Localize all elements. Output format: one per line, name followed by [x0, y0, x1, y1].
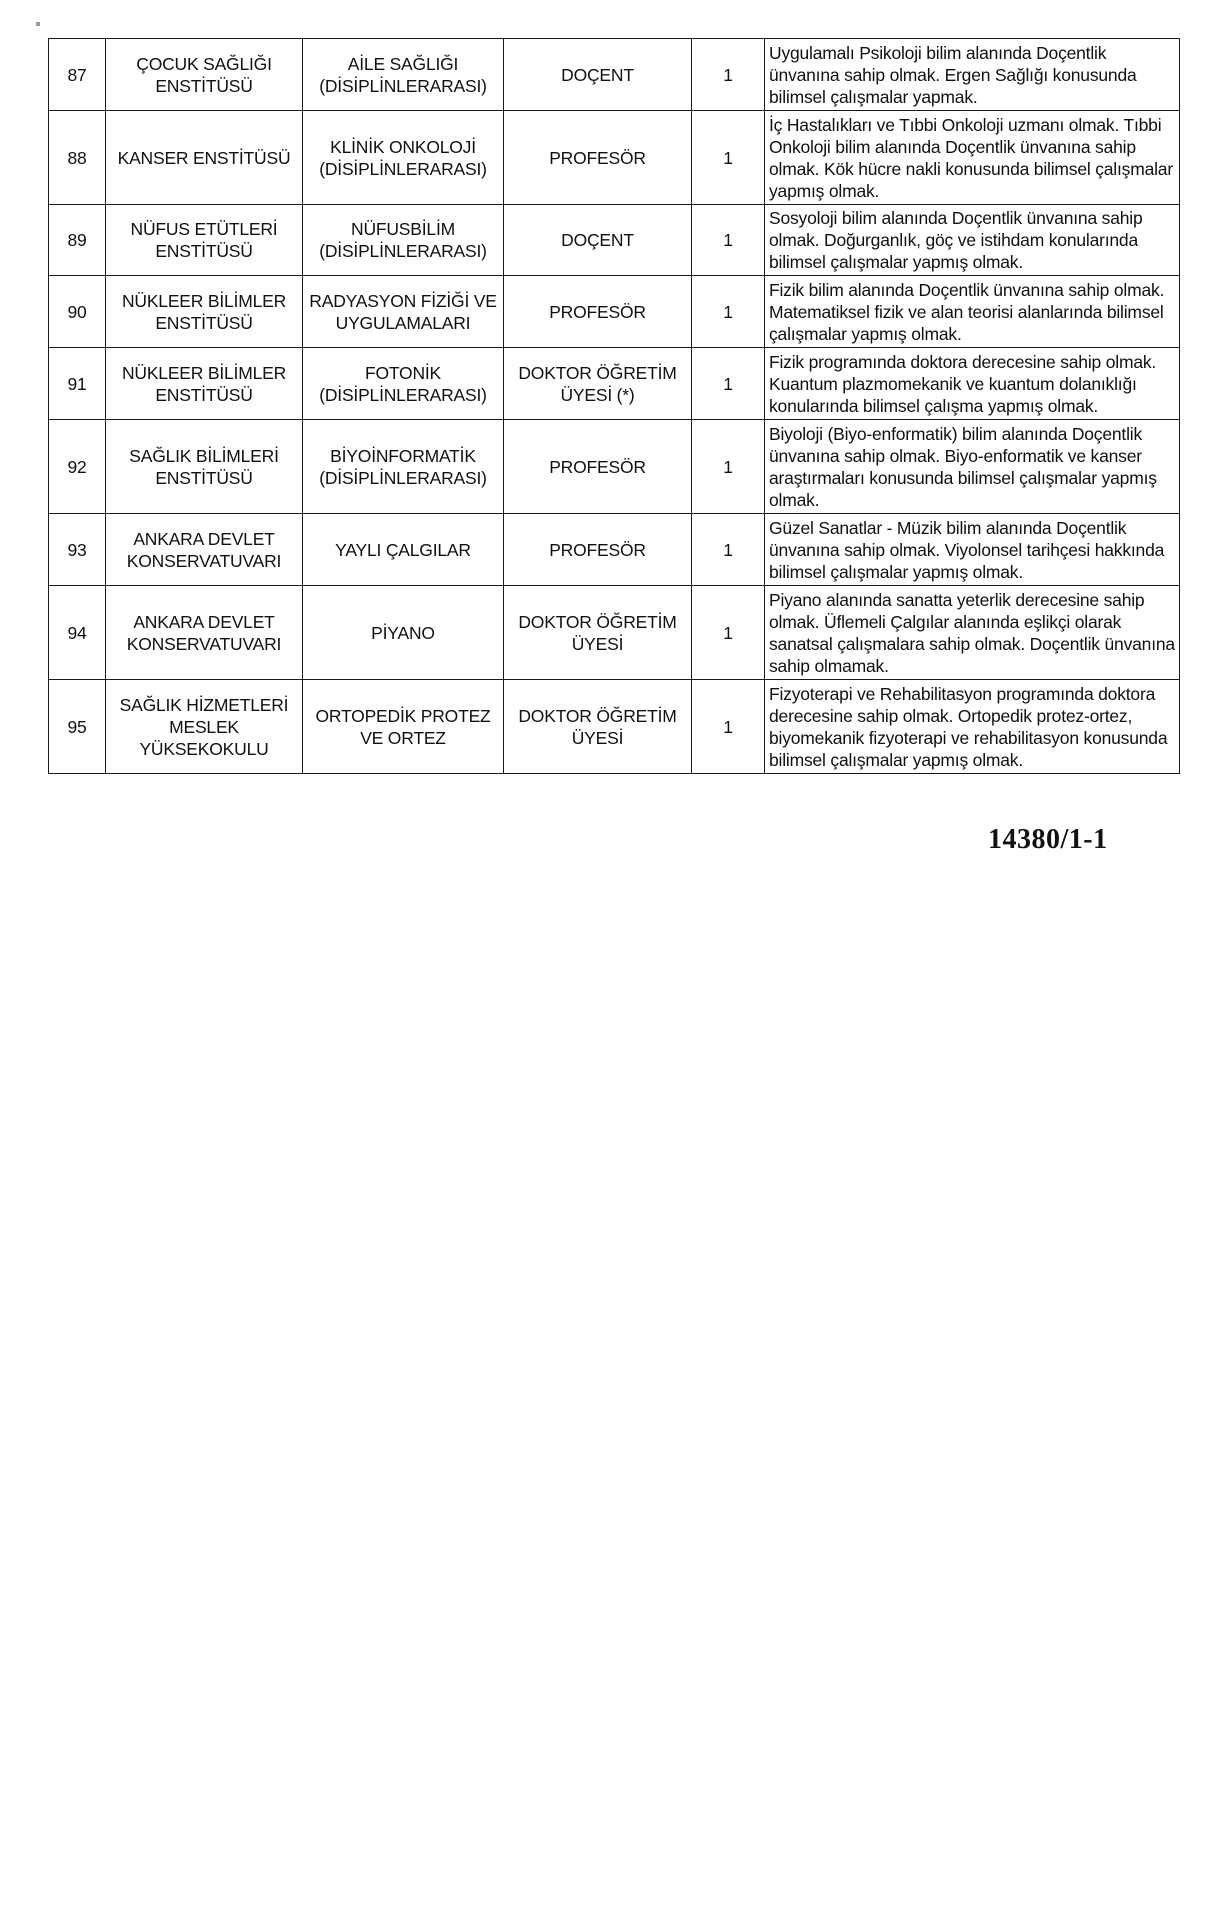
- department-cell: [303, 420, 504, 514]
- department-cell: [303, 514, 504, 586]
- academic-title-cell: [504, 348, 692, 420]
- requirements-cell: [765, 39, 1180, 111]
- academic-title-cell: [504, 276, 692, 348]
- requirements-cell-line: Fizik bilim alanında Doçentlik ünvanına sahip olmak.: [769, 279, 1165, 300]
- scan-artifact: [36, 22, 40, 26]
- department-cell-line: (DİSİPLİNLERARASI): [319, 467, 487, 488]
- requirements-cell-line: yapmış olmak.: [769, 180, 880, 201]
- department-cell-line: (DİSİPLİNLERARASI): [319, 75, 487, 96]
- institute-cell: [106, 205, 303, 276]
- requirements-cell: [765, 111, 1180, 205]
- requirements-cell-line: bilimsel çalışmalar yapmış olmak.: [769, 252, 1024, 272]
- academic-title-cell: [504, 205, 692, 276]
- institute-cell-line: ENSTİTÜSÜ: [155, 384, 253, 405]
- department-cell: [303, 111, 504, 205]
- institute-cell-line: KANSER ENSTİTÜSÜ: [117, 147, 291, 168]
- academic-title-cell: [504, 514, 692, 586]
- academic-title-cell-line: ÜYESİ (*): [560, 384, 635, 405]
- institute-cell-line: ENSTİTÜSÜ: [155, 312, 253, 333]
- position-count: 1: [692, 514, 765, 586]
- institute-cell: [106, 39, 303, 111]
- institute-cell-line: KONSERVATUVARI: [126, 633, 282, 654]
- department-cell-line: AİLE SAĞLIĞI: [347, 53, 459, 74]
- academic-title-cell-line: ÜYESİ: [571, 727, 624, 748]
- department-cell: [303, 276, 504, 348]
- academic-title-cell-line: DOKTOR ÖĞRETİM: [518, 611, 677, 632]
- department-cell-line: KLİNİK ONKOLOJİ: [330, 136, 476, 157]
- row-number: 95: [49, 680, 106, 774]
- requirements-cell-line: Onkoloji bilim alanında Doçentlik ünvanına sahip: [769, 136, 1136, 157]
- academic-title-cell-line: DOÇENT: [561, 230, 634, 250]
- requirements-cell-line: olmak. Üflemeli Çalgılar alanında eşlikçi olarak: [769, 611, 1122, 632]
- requirements-cell-line: ünvanına sahip olmak. Biyo-enformatik ve kanser: [769, 445, 1142, 466]
- department-cell-line: BİYOİNFORMATİK: [330, 445, 476, 466]
- row-number: 88: [49, 111, 106, 205]
- row-number: 92: [49, 420, 106, 514]
- requirements-cell-line: olmak. Kök hücre nakli konusunda bilimsel çalışmalar: [769, 158, 1173, 179]
- academic-title-cell: [504, 586, 692, 680]
- requirements-cell-line: Piyano alanında sanatta yeterlik derecesine sahip: [769, 589, 1145, 610]
- department-cell-line: NÜFUSBİLİM: [351, 219, 455, 239]
- institute-cell-line: ENSTİTÜSÜ: [155, 75, 253, 96]
- row-number: 94: [49, 586, 106, 680]
- academic-title-cell-line: DOKTOR ÖĞRETİM: [518, 362, 677, 383]
- institute-cell: [106, 680, 303, 774]
- requirements-cell-line: sanatsal çalışmalara sahip olmak. Doçentlik ünvanına: [769, 633, 1175, 654]
- requirements-cell: [765, 420, 1180, 514]
- academic-title-cell-line: DOKTOR ÖĞRETİM: [518, 705, 677, 726]
- requirements-cell-line: bilimsel çalışmalar yapmış olmak.: [769, 561, 1024, 582]
- table-row: [49, 39, 1180, 111]
- table-row: [49, 680, 1180, 774]
- requirements-cell-line: sahip olmamak.: [769, 655, 889, 676]
- requirements-cell: [765, 348, 1180, 420]
- position-count: 1: [692, 348, 765, 420]
- academic-title-cell-line: ÜYESİ: [571, 633, 624, 654]
- institute-cell-line: SAĞLIK HİZMETLERİ: [119, 694, 289, 715]
- requirements-cell-line: Uygulamalı Psikoloji bilim alanında Doçentlik: [769, 42, 1107, 63]
- position-count: 1: [692, 39, 765, 111]
- department-cell: [303, 680, 504, 774]
- requirements-cell-line: derecesine sahip olmak. Ortopedik protez-ortez,: [769, 705, 1133, 726]
- institute-cell-line: ENSTİTÜSÜ: [155, 467, 253, 488]
- table-row: [49, 420, 1180, 514]
- department-cell-line: (DİSİPLİNLERARASI): [319, 241, 487, 261]
- requirements-cell: [765, 205, 1180, 276]
- academic-title-cell-line: PROFESÖR: [549, 147, 646, 168]
- academic-title-cell-line: DOÇENT: [561, 64, 634, 85]
- institute-cell: [106, 514, 303, 586]
- requirements-cell-line: konularında bilimsel çalışma yapmış olmak.: [769, 395, 1099, 416]
- academic-title-cell-line: PROFESÖR: [549, 539, 646, 560]
- requirements-cell-line: Biyoloji (Biyo-enformatik) bilim alanında Doçentlik: [769, 423, 1143, 444]
- requirements-cell-line: ünvanına sahip olmak. Ergen Sağlığı konusunda: [769, 64, 1137, 85]
- department-cell: [303, 586, 504, 680]
- page-number: 14380/1-1: [988, 824, 1108, 855]
- institute-cell-line: ANKARA DEVLET: [133, 611, 275, 632]
- institute-cell-line: NÜKLEER BİLİMLER: [121, 290, 287, 311]
- row-number: 93: [49, 514, 106, 586]
- table-row: [49, 514, 1180, 586]
- requirements-cell-line: biyomekanik fizyoterapi ve rehabilitasyon konusunda: [769, 727, 1168, 748]
- position-table: [48, 38, 1180, 774]
- requirements-cell: [765, 680, 1180, 774]
- department-cell-line: VE ORTEZ: [360, 727, 446, 748]
- table-row: [49, 586, 1180, 680]
- department-cell: [303, 39, 504, 111]
- requirements-cell-line: araştırmaları konusunda bilimsel çalışmalar yapmış: [769, 467, 1157, 488]
- institute-cell-line: NÜFUS ETÜTLERİ: [130, 219, 278, 239]
- requirements-cell-line: Matematiksel fizik ve alan teorisi alanlarında bilimsel: [769, 301, 1164, 322]
- requirements-cell: [765, 514, 1180, 586]
- requirements-cell: [765, 586, 1180, 680]
- requirements-cell-line: çalışmalar yapmış olmak.: [769, 323, 962, 344]
- requirements-cell-line: Güzel Sanatlar - Müzik bilim alanında Doçentlik: [769, 517, 1127, 538]
- department-cell-line: FOTONİK: [364, 362, 442, 383]
- institute-cell-line: YÜKSEKOKULU: [139, 738, 269, 759]
- academic-title-cell: [504, 420, 692, 514]
- institute-cell: [106, 586, 303, 680]
- institute-cell-line: ENSTİTÜSÜ: [155, 241, 253, 261]
- academic-title-cell-line: PROFESÖR: [549, 301, 646, 322]
- academic-title-cell: [504, 39, 692, 111]
- requirements-cell-line: Sosyoloji bilim alanında Doçentlik ünvanına sahip: [769, 208, 1143, 228]
- institute-cell-line: NÜKLEER BİLİMLER: [121, 362, 287, 383]
- row-number: 91: [49, 348, 106, 420]
- requirements-cell-line: bilimsel çalışmalar yapmak.: [769, 86, 978, 107]
- institute-cell: [106, 348, 303, 420]
- row-number: 90: [49, 276, 106, 348]
- department-cell-line: ORTOPEDİK PROTEZ: [315, 705, 491, 726]
- row-number: 89: [49, 205, 106, 276]
- department-cell: [303, 205, 504, 276]
- institute-cell: [106, 420, 303, 514]
- department-cell-line: YAYLI ÇALGILAR: [335, 539, 471, 560]
- department-cell: [303, 348, 504, 420]
- requirements-cell-line: Fizyoterapi ve Rehabilitasyon programında doktora: [769, 683, 1156, 704]
- department-cell-line: RADYASYON FİZİĞİ VE: [309, 290, 497, 311]
- department-cell-line: UYGULAMALARI: [335, 312, 471, 333]
- requirements-cell-line: bilimsel çalışmalar yapmış olmak.: [769, 749, 1024, 770]
- academic-title-cell: [504, 680, 692, 774]
- department-cell-line: (DİSİPLİNLERARASI): [319, 384, 487, 405]
- row-number: 87: [49, 39, 106, 111]
- requirements-cell-line: olmak. Doğurganlık, göç ve istihdam konularında: [769, 230, 1138, 250]
- table-row: [49, 111, 1180, 205]
- requirements-cell-line: Fizik programında doktora derecesine sahip olmak.: [769, 351, 1157, 372]
- institute-cell-line: MESLEK: [169, 716, 239, 737]
- table-row: [49, 276, 1180, 348]
- department-cell-line: PİYANO: [371, 622, 435, 643]
- requirements-cell-line: ünvanına sahip olmak. Viyolonsel tarihçesi hakkında: [769, 539, 1165, 560]
- position-count: 1: [692, 276, 765, 348]
- requirements-cell: [765, 276, 1180, 348]
- academic-title-cell-line: PROFESÖR: [549, 456, 646, 477]
- institute-cell: [106, 111, 303, 205]
- table-row: [49, 205, 1180, 276]
- requirements-cell-line: olmak.: [769, 489, 820, 510]
- requirements-cell-line: İç Hastalıkları ve Tıbbi Onkoloji uzmanı olmak. Tıbbi: [769, 114, 1162, 135]
- institute-cell-line: ÇOCUK SAĞLIĞI: [136, 53, 272, 74]
- institute-cell-line: ANKARA DEVLET: [133, 528, 275, 549]
- institute-cell-line: SAĞLIK BİLİMLERİ: [129, 445, 279, 466]
- requirements-cell-line: Kuantum plazmomekanik ve kuantum dolanıklığı: [769, 373, 1137, 394]
- position-count: 1: [692, 586, 765, 680]
- position-count: 1: [692, 205, 765, 276]
- academic-title-cell: [504, 111, 692, 205]
- position-count: 1: [692, 420, 765, 514]
- table-row: [49, 348, 1180, 420]
- institute-cell: [106, 276, 303, 348]
- position-count: 1: [692, 111, 765, 205]
- institute-cell-line: KONSERVATUVARI: [126, 550, 282, 571]
- position-count: 1: [692, 680, 765, 774]
- position-table-body: [49, 39, 1180, 774]
- department-cell-line: (DİSİPLİNLERARASI): [319, 158, 487, 179]
